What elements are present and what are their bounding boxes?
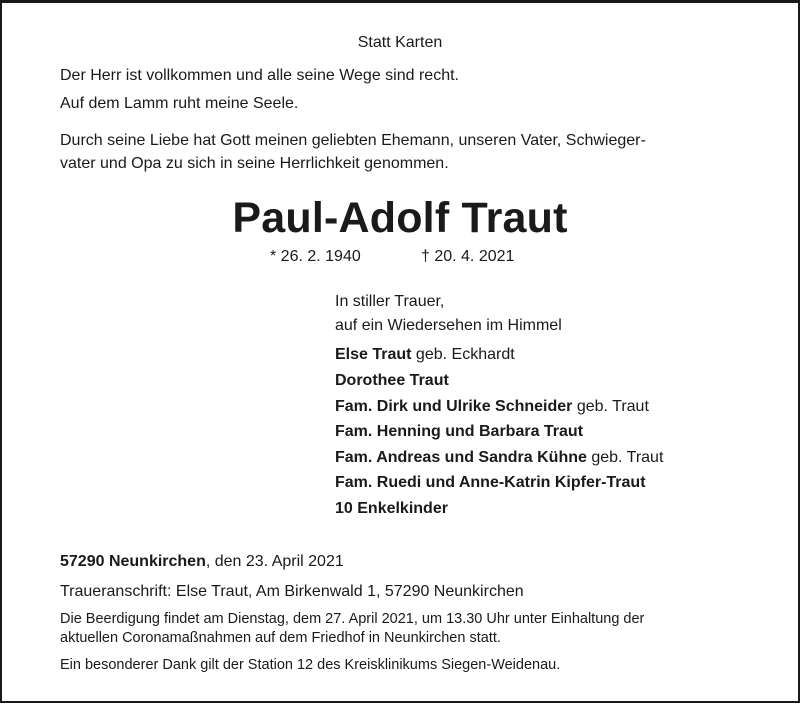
mourner-3 bbox=[335, 397, 649, 417]
mourner-suffix: geb. Traut bbox=[572, 398, 649, 415]
place-date-text: , den 23. April 2021 bbox=[205, 553, 344, 570]
death-date: † 20. 4. 2021 bbox=[421, 248, 515, 265]
mourning-line-1: In stiller Trauer, bbox=[335, 293, 445, 310]
mourner-7 bbox=[335, 499, 448, 519]
place-date bbox=[60, 552, 344, 572]
mourner-name: 10 Enkelkinder bbox=[335, 500, 448, 517]
mourner-suffix: geb. Traut bbox=[586, 449, 664, 466]
funeral-line-1: Die Beerdigung findet am Dienstag, dem 27. April 2021, um 13.30 Uhr unter Einhaltung der bbox=[60, 611, 645, 627]
mourner-name: Dorothee Traut bbox=[335, 372, 449, 389]
mourner-suffix: geb. Eckhardt bbox=[411, 346, 515, 363]
intro-line-2: vater und Opa zu sich in seine Herrlichkeit genommen. bbox=[60, 155, 449, 172]
mourner-5 bbox=[335, 448, 663, 468]
mourning-address: Traueranschrift: Else Traut, Am Birkenwald 1, 57290 Neunkirchen bbox=[60, 583, 524, 600]
mourner-4 bbox=[335, 422, 583, 442]
deceased-name: Paul-Adolf Traut bbox=[232, 194, 568, 242]
mourner-6 bbox=[335, 473, 646, 493]
verse-line-1: Der Herr ist vollkommen und alle seine Wege sind recht. bbox=[60, 67, 459, 84]
verse-line-2: Auf dem Lamm ruht meine Seele. bbox=[60, 95, 299, 112]
mourning-line-2: auf ein Wiedersehen im Himmel bbox=[335, 317, 562, 334]
mourner-name: Fam. Dirk und Ulrike Schneider bbox=[335, 398, 573, 415]
mourner-name: Fam. Andreas und Sandra Kühne bbox=[335, 449, 587, 466]
mourner-1 bbox=[335, 345, 515, 365]
intro-line-1: Durch seine Liebe hat Gott meinen geliebten Ehemann, unseren Vater, Schwieger- bbox=[60, 132, 646, 149]
mourner-name: Fam. Henning und Barbara Traut bbox=[335, 423, 584, 440]
birth-date: * 26. 2. 1940 bbox=[270, 248, 361, 265]
statt-karten: Statt Karten bbox=[357, 34, 443, 51]
mourner-name: Else Traut bbox=[335, 346, 412, 363]
funeral-line-2: aktuellen Coronamaßnahmen auf dem Friedhof in Neunkirchen statt. bbox=[60, 630, 501, 646]
mourner-name: Fam. Ruedi und Anne-Katrin Kipfer-Traut bbox=[335, 474, 646, 491]
thanks-note: Ein besonderer Dank gilt der Station 12 des Kreisklinikums Siegen-Weidenau. bbox=[60, 657, 561, 673]
mourner-2 bbox=[335, 371, 449, 391]
place-city: 57290 Neunkirchen bbox=[60, 553, 206, 570]
